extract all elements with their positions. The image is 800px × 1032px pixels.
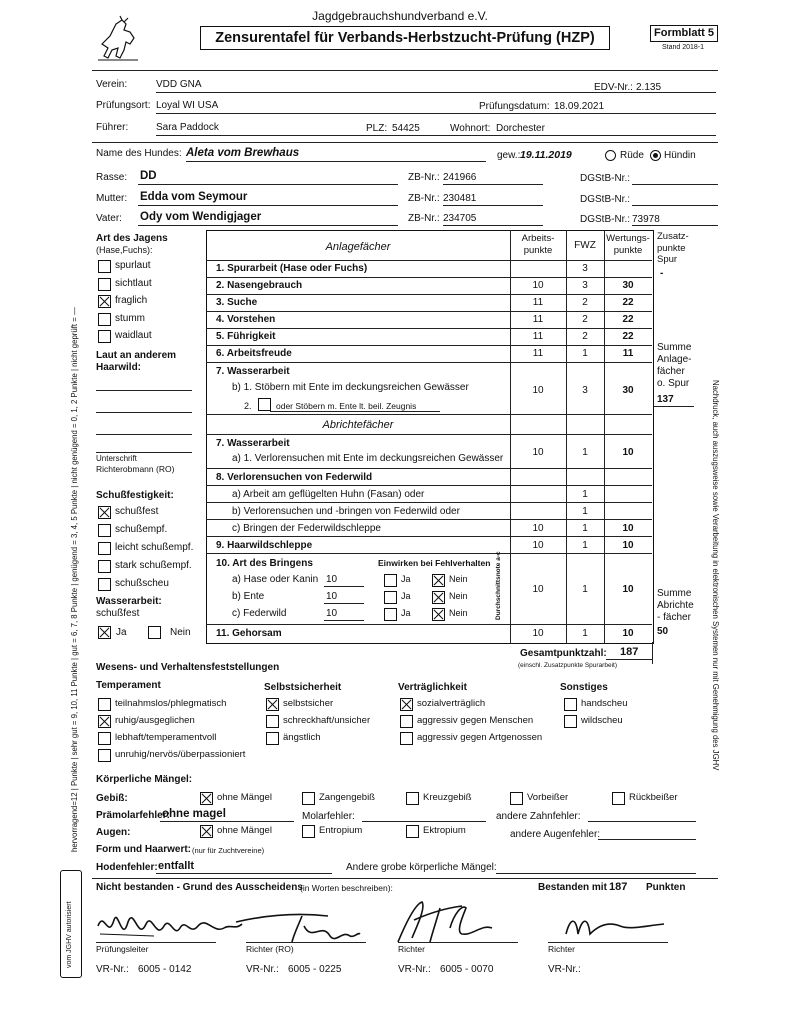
rasse-value[interactable]: DD	[140, 170, 157, 182]
huendin-label: Hündin	[664, 150, 696, 161]
signature-richter-1	[392, 898, 502, 948]
selbst-1-label: schreckhaft/unsicher	[283, 715, 371, 726]
fuehrer-label: Führer:	[96, 122, 129, 133]
verein-value[interactable]: VDD GNA	[156, 79, 202, 90]
temperament-title: Temperament	[96, 680, 161, 691]
signature-richter-2	[560, 904, 670, 946]
augen-1-label: Entropium	[319, 825, 363, 836]
wasser7-b2-checkbox[interactable]	[258, 398, 271, 411]
anlage-row-wp-2[interactable]: 22	[622, 297, 634, 308]
vater-label: Vater:	[96, 213, 122, 224]
selbst-title: Selbstsicherheit	[264, 682, 342, 693]
form-title: Zensurentafel für Verbands-Herbstzucht-Prüfung (HZP)	[200, 26, 610, 50]
laut-title: Laut an anderem	[96, 350, 177, 361]
vr-label-2: VR-Nr.:	[398, 964, 431, 975]
temperament-0-checkbox[interactable]	[98, 698, 111, 711]
abricht-header: Abrichtefächer	[322, 419, 394, 431]
summe-anlage-label: Summe Anlage- fächer o. Spur	[657, 342, 692, 389]
vr-value-1[interactable]: 6005 - 0225	[288, 964, 342, 975]
nicht-bestanden-label: Nicht bestanden - Grund des Ausscheidens	[96, 882, 303, 893]
anlage-header: Anlagefächer	[325, 241, 391, 253]
gew-label: gew.:	[497, 150, 521, 161]
plz-value[interactable]: 54425	[392, 123, 420, 134]
a10-ja-0-label: Ja	[401, 574, 411, 584]
role-label-2: Richter	[398, 944, 425, 954]
schuss-option-2-label: leicht schußempf.	[115, 542, 194, 553]
wesen-title: Wesens- und Verhaltensfeststellungen	[96, 662, 280, 673]
anlage-row-label-0: 1. Spurarbeit (Hase oder Fuchs)	[216, 263, 368, 274]
vater-zb-label: ZB-Nr.:	[408, 213, 440, 224]
anlage-row-label-4: 5. Führigkeit	[216, 331, 276, 342]
sonst-1-label: wildscheu	[581, 715, 623, 726]
anlage-row-label-5: 6. Arbeitsfreude	[216, 348, 292, 359]
form-number: Formblatt 5	[650, 25, 718, 42]
jagd-option-2-label: fraglich	[115, 295, 148, 306]
anlage-row-fwz-0: 3	[582, 263, 588, 274]
wasser-ja-label: Ja	[116, 627, 127, 638]
hoden-value[interactable]: entfallt	[158, 860, 195, 872]
a10-ja-0-checkbox[interactable]	[384, 574, 397, 587]
anlage-row-wp-4[interactable]: 22	[622, 331, 634, 342]
vertrag-0-label: sozialverträglich	[417, 698, 486, 709]
gebiss-2-checkbox[interactable]	[406, 792, 419, 805]
schuss-option-0-label: schußfest	[115, 506, 159, 517]
huendin-radio[interactable]	[650, 150, 661, 161]
gebiss-4-label: Rückbeißer	[629, 792, 678, 803]
col-fwz: FWZ	[574, 240, 596, 251]
mutter-dgstb-label: DGStB-Nr.:	[580, 194, 631, 205]
a8-c-ap[interactable]: 10	[532, 523, 544, 534]
jagd-option-0-label: spurlaut	[115, 260, 151, 271]
form-stand: Stand 2018-1	[661, 44, 705, 51]
unterschrift-label: Unterschrift	[96, 454, 137, 463]
anlage-row-label-1: 2. Nasengebrauch	[216, 280, 303, 291]
temperament-3-checkbox[interactable]	[98, 749, 111, 762]
a10-item-label-0: a) Hase oder Kanin	[232, 574, 319, 585]
copyright-text: Nachdruck, auch auszugsweise sowie Verarbeitung in elektronischen Systemen nur mit Genehmigung des JGHV	[711, 380, 720, 771]
gesamt-note: (einschl. Zusatzpunkte Spurarbeit)	[518, 662, 617, 669]
a7-fwz: 1	[582, 447, 588, 458]
col-zusatzpunkte: Zusatz- punkte Spur	[657, 231, 689, 265]
ruede-radio[interactable]	[605, 150, 616, 161]
pruefungsort-value[interactable]: Loyal WI USA	[156, 100, 219, 111]
a10-item-value-2[interactable]: 10	[326, 608, 338, 619]
anlage-row-fwz-1: 3	[582, 280, 588, 291]
a11-wp[interactable]: 10	[622, 628, 634, 639]
schuss-option-3-checkbox[interactable]	[98, 560, 111, 573]
gesamt-label: Gesamtpunktzahl:	[520, 648, 607, 659]
pruefungsort-label: Prüfungsort:	[96, 100, 151, 111]
col-arbeitspunkte: Arbeits- punkte	[521, 233, 555, 256]
a8-c: c) Bringen der Federwildschleppe	[232, 523, 381, 534]
edv-label: EDV-Nr.:	[594, 82, 633, 93]
a10-fwz: 1	[582, 584, 588, 595]
vater-dgstb-label: DGStB-Nr.:	[580, 214, 631, 225]
schuss-option-1-checkbox[interactable]	[98, 524, 111, 537]
anlage-row-wp-5[interactable]: 11	[622, 348, 634, 359]
a7-title: 7. Wasserarbeit	[216, 438, 290, 449]
vertrag-0-checkbox[interactable]	[400, 698, 413, 711]
a11-ap[interactable]: 10	[532, 628, 544, 639]
praemolar-value[interactable]: ohne magel	[162, 808, 226, 820]
mutter-label: Mutter:	[96, 193, 128, 204]
jagd-option-2-checkbox[interactable]	[98, 295, 111, 308]
augenfehler-label: andere Augenfehler:	[510, 829, 601, 840]
augen-label: Augen:	[96, 827, 131, 838]
a10-ja-2-label: Ja	[401, 608, 411, 618]
wasser-nein-checkbox[interactable]	[148, 626, 161, 639]
gebiss-2-label: Kreuzgebiß	[423, 792, 472, 803]
grobe-label: Andere grobe körperliche Mängel:	[346, 862, 497, 873]
vertrag-1-label: aggressiv gegen Menschen	[417, 715, 534, 726]
bestanden-label: Bestanden mit	[538, 882, 607, 893]
anlage-row-fwz-4: 2	[582, 331, 588, 342]
selbst-0-checkbox[interactable]	[266, 698, 279, 711]
gebiss-label: Gebiß:	[96, 793, 128, 804]
schuss-option-4-checkbox[interactable]	[98, 578, 111, 591]
a7-ap[interactable]: 10	[532, 447, 544, 458]
sonst-0-checkbox[interactable]	[564, 698, 577, 711]
a9-ap[interactable]: 10	[532, 540, 544, 551]
selbst-0-label: selbstsicher	[283, 698, 334, 709]
schuss-option-1-label: schußempf.	[115, 524, 168, 535]
ruede-label: Rüde	[620, 150, 644, 161]
form-note: (nur für Zuchtvereine)	[192, 846, 265, 855]
plz-label: PLZ:	[366, 123, 388, 134]
anlage-row-wp-1[interactable]: 30	[622, 280, 634, 291]
gebiss-0-label: ohne Mängel	[217, 792, 272, 803]
a9-fwz: 1	[582, 540, 588, 551]
gebiss-3-checkbox[interactable]	[510, 792, 523, 805]
gebiss-3-label: Vorbeißer	[527, 792, 569, 803]
jagd-option-4-checkbox[interactable]	[98, 330, 111, 343]
wasser7-b2-label: oder Stöbern m. Ente lt. beil. Zeugnis	[276, 401, 417, 411]
sonst-1-checkbox[interactable]	[564, 715, 577, 728]
a10-wp[interactable]: 10	[622, 584, 634, 595]
col-wertungspunkte: Wertungs- punkte	[606, 233, 650, 256]
schuss-title: Schußfestigkeit:	[96, 490, 174, 501]
org-name: Jagdgebrauchshundverband e.V.	[312, 9, 488, 23]
anlage-row-fwz-5: 1	[582, 348, 588, 359]
anlage-row-wp-3[interactable]: 22	[622, 314, 634, 325]
mutter-zb-value[interactable]: 230481	[443, 193, 477, 204]
selbst-2-checkbox[interactable]	[266, 732, 279, 745]
edv-value[interactable]: 2.135	[636, 82, 662, 93]
datum-label: Prüfungsdatum:	[479, 101, 550, 112]
stamp-text: vom JGHV autorisiert	[66, 901, 73, 968]
hoden-label: Hodenfehler:	[96, 862, 158, 873]
wasser7-b2-num: 2.	[244, 401, 252, 411]
schuss-option-0-checkbox[interactable]	[98, 506, 111, 519]
wasser7-wp[interactable]: 30	[622, 385, 634, 396]
rasse-label: Rasse:	[96, 172, 128, 183]
vater-dgstb-value[interactable]: 73978	[632, 214, 660, 225]
a10-title: 10. Art des Bringens	[216, 558, 313, 569]
a10-item-label-1: b) Ente	[232, 591, 265, 602]
vater-value[interactable]: Ody vom Wendigjager	[140, 211, 262, 223]
gesamt-value[interactable]: 187	[620, 646, 639, 658]
grading-scale-text: hervorragend=12 | Punkte | sehr gut = 9, 10, 11 Punkte | gut = 6, 7, 8 Punkte | genügend = 3, 4, 5 Punkte | nicht genügend = 0, 1, 2 Punkte | nicht geprüft = —	[70, 307, 79, 852]
augen-2-checkbox[interactable]	[406, 825, 419, 838]
wasser-nein-label: Nein	[170, 627, 191, 638]
wohnort-label: Wohnort:	[450, 123, 491, 134]
logo	[96, 14, 140, 64]
anlage-row-fwz-3: 2	[582, 314, 588, 325]
anlage-row-ap-1[interactable]: 10	[532, 280, 544, 291]
summe-anlage-value[interactable]: 137	[657, 394, 674, 405]
vr-label-3: VR-Nr.:	[548, 964, 581, 975]
jagd-title: Art des Jagens	[96, 233, 168, 244]
mutter-zb-label: ZB-Nr.:	[408, 193, 440, 204]
vertrag-1-checkbox[interactable]	[400, 715, 413, 728]
a10-nein-2-label: Nein	[449, 608, 468, 618]
a9-wp[interactable]: 10	[622, 540, 634, 551]
sonst-title: Sonstiges	[560, 682, 608, 693]
temperament-1-checkbox[interactable]	[98, 715, 111, 728]
bestanden-value[interactable]: 187	[609, 881, 628, 893]
a10-ap[interactable]: 10	[532, 584, 544, 595]
wasser-ja-checkbox[interactable]	[98, 626, 111, 639]
gebiss-0-checkbox[interactable]	[200, 792, 213, 805]
gebiss-1-label: Zangengebiß	[319, 792, 375, 803]
wasser-sub: schußfest	[96, 608, 140, 619]
vr-value-2[interactable]: 6005 - 0070	[440, 964, 494, 975]
fuehrer-value[interactable]: Sara Paddock	[156, 122, 219, 133]
vertrag-2-label: aggressiv gegen Artgenossen	[417, 732, 543, 743]
gew-value[interactable]: 19.11.2019	[520, 149, 572, 161]
a10-item-value-1[interactable]: 10	[326, 591, 338, 602]
verein-label: Verein:	[96, 79, 128, 90]
jagd-option-1-checkbox[interactable]	[98, 278, 111, 291]
molar-label: Molarfehler:	[302, 811, 355, 822]
wasser7-title: 7. Wasserarbeit	[216, 366, 290, 377]
summe-abricht-value[interactable]: 50	[657, 626, 669, 637]
vertrag-title: Verträglichkeit	[398, 682, 467, 693]
wasser7-ap[interactable]: 10	[532, 385, 544, 396]
vr-label-1: VR-Nr.:	[246, 964, 279, 975]
gebiss-4-checkbox[interactable]	[612, 792, 625, 805]
schuss-option-3-label: stark schußempf.	[115, 560, 192, 571]
jagd-option-0-checkbox[interactable]	[98, 260, 111, 273]
temperament-0-label: teilnahmslos/phlegmatisch	[115, 698, 227, 709]
zahnfehler-label: andere Zahnfehler:	[496, 811, 581, 822]
jagd-option-1-label: sichtlaut	[115, 277, 152, 289]
selbst-1-checkbox[interactable]	[266, 715, 279, 728]
praemolar-label: Prämolarfehler:	[96, 810, 170, 821]
wohnort-value[interactable]: Dorchester	[496, 123, 545, 134]
jagd-option-3-checkbox[interactable]	[98, 313, 111, 326]
vr-label-0: VR-Nr.:	[96, 964, 129, 975]
anlage-row-ap-5[interactable]: 11	[532, 348, 544, 359]
mutter-value[interactable]: Edda vom Seymour	[140, 191, 248, 203]
a10-item-label-2: c) Federwild	[232, 608, 287, 619]
jagd-option-4-label: waidlaut	[115, 330, 152, 341]
vr-value-0[interactable]: 6005 - 0142	[138, 964, 192, 975]
augen-1-checkbox[interactable]	[302, 825, 315, 838]
role-label-3: Richter	[548, 944, 575, 954]
richterobmann-label: Richterobmann (RO)	[96, 464, 175, 474]
a10-nein-0-label: Nein	[449, 574, 468, 584]
anlage-row-fwz-2: 2	[582, 297, 588, 308]
a10-nein-0-checkbox[interactable]	[432, 574, 445, 587]
laut-sub: Haarwild:	[96, 362, 142, 373]
role-label-1: Richter (RO)	[246, 944, 294, 954]
jagd-sub: (Hase,Fuchs):	[96, 245, 153, 255]
dog-name-value[interactable]: Aleta vom Brewhaus	[186, 147, 300, 159]
a8-b: b) Verlorensuchen und -bringen von Federwild oder	[232, 506, 460, 517]
form-label: Form und Haarwert:	[96, 844, 192, 855]
augen-0-label: ohne Mängel	[217, 825, 272, 836]
dgstb-label: DGStB-Nr.:	[580, 173, 631, 184]
a9-label: 9. Haarwildschleppe	[216, 540, 313, 551]
a11-fwz: 1	[582, 628, 588, 639]
a10-item-value-0[interactable]: 10	[326, 574, 338, 585]
datum-value[interactable]: 18.09.2021	[554, 101, 605, 112]
a8-a-fwz: 1	[582, 489, 588, 500]
schuss-option-4-label: schußscheu	[115, 578, 169, 589]
a11-label: 11. Gehorsam	[216, 628, 282, 639]
jagd-option-3-label: stumm	[115, 312, 145, 324]
a8-title: 8. Verlorensuchen von Federwild	[216, 472, 373, 483]
a10-nein-1-label: Nein	[449, 591, 468, 601]
wasser7-fwz: 3	[582, 385, 588, 396]
a8-a: a) Arbeit am geflügelten Huhn (Fasan) oder	[232, 489, 425, 500]
wasser7-b1: b) 1. Stöbern mit Ente im deckungsreichen Gewässer	[232, 382, 469, 393]
punkten-label: Punkten	[646, 882, 686, 893]
temperament-1-label: ruhig/ausgeglichen	[115, 715, 195, 726]
a8-c-fwz: 1	[582, 523, 588, 534]
a10-nein-2-checkbox[interactable]	[432, 608, 445, 621]
dog-name-label: Name des Hundes:	[96, 148, 182, 159]
vertrag-2-checkbox[interactable]	[400, 732, 413, 745]
a10-nein-1-checkbox[interactable]	[432, 591, 445, 604]
hunting-dog-logo-icon	[96, 14, 140, 64]
signature-pruefungsleiter	[94, 900, 244, 948]
anlage-row-label-2: 3. Suche	[216, 297, 258, 308]
koerper-title: Körperliche Mängel:	[96, 774, 193, 785]
a7-wp[interactable]: 10	[622, 447, 634, 458]
a10-ja-1-checkbox[interactable]	[384, 591, 397, 604]
temperament-2-checkbox[interactable]	[98, 732, 111, 745]
vater-zb-value[interactable]: 234705	[443, 213, 477, 224]
anlage-row-ap-2[interactable]: 11	[532, 297, 544, 308]
temperament-3-label: unruhig/nervös/überpassioniert	[115, 749, 246, 760]
role-label-0: Prüfungsleiter	[96, 944, 149, 954]
a8-c-wp[interactable]: 10	[622, 523, 634, 534]
a10-ja-2-checkbox[interactable]	[384, 608, 397, 621]
summe-abricht-label: Summe Abrichte - fächer	[657, 588, 694, 623]
a7-a: a) 1. Verlorensuchen mit Ente im deckungsreichen Gewässer	[232, 453, 504, 464]
augen-2-label: Ektropium	[423, 825, 466, 836]
augen-0-checkbox[interactable]	[200, 825, 213, 838]
durchschnitt-label: Durchschnittsnote a-c	[495, 551, 502, 620]
anlage-row-label-3: 4. Vorstehen	[216, 314, 276, 325]
zusatz-value[interactable]: -	[660, 268, 664, 279]
einwirken-label: Einwirken bei Fehlverhalten	[378, 558, 491, 568]
temperament-2-label: lebhaft/temperamentvoll	[115, 732, 217, 743]
nicht-bestanden-note: (in Worten beschreiben):	[300, 883, 393, 893]
anlage-row-ap-4[interactable]: 11	[532, 331, 544, 342]
a8-b-fwz: 1	[582, 506, 588, 517]
anlage-row-ap-3[interactable]: 11	[532, 314, 544, 325]
wasser-title: Wasserarbeit:	[96, 596, 162, 607]
sonst-0-label: handscheu	[581, 698, 628, 709]
selbst-2-label: ängstlich	[283, 732, 321, 743]
gebiss-1-checkbox[interactable]	[302, 792, 315, 805]
zb-value[interactable]: 241966	[443, 172, 477, 183]
a10-ja-1-label: Ja	[401, 591, 411, 601]
zb-label: ZB-Nr.:	[408, 172, 440, 183]
schuss-option-2-checkbox[interactable]	[98, 542, 111, 555]
